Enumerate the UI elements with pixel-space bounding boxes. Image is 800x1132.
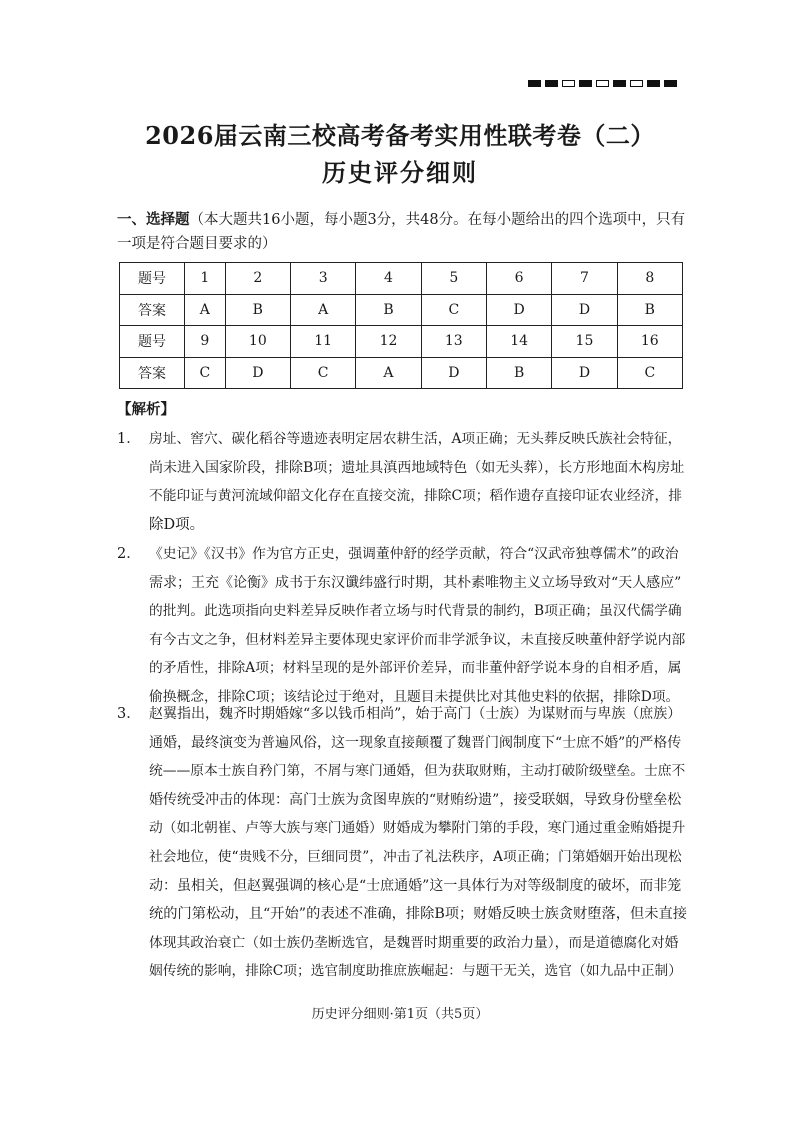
page-footer: 历史评分细则·第1页（共5页） (311, 1007, 489, 1022)
answer-cell: 10 (225, 326, 290, 358)
header-mark (630, 80, 643, 87)
answer-cell: 15 (552, 326, 617, 358)
answer-cell: 8 (617, 263, 682, 295)
item-text-line: 统的门第松动，且“开始”的表述不准确，排除B项；财婚反映士族贪财堕落，但未直接 (149, 906, 688, 923)
answer-table-row (120, 326, 683, 358)
answer-cell: 2 (225, 263, 290, 295)
row-label: 答案 (120, 294, 185, 326)
item-text-line: 房址、窖穴、碳化稻谷等遗迹表明定居农耕生活，A项正确；无头葬反映氏族社会特征， (149, 431, 682, 447)
item-text-line: 偷换概念，排除C项；该结论过于绝对，且题目未提供比对其他史料的依据，排除D项。 (149, 688, 680, 705)
answer-cell: 14 (486, 326, 551, 358)
answer-cell: 1 (185, 263, 226, 295)
answer-cell: D (486, 294, 551, 326)
item-text-line: 婚传统受冲击的体现：高门士族为贪图卑族的“财贿纷遗”，接受联姻，导致身份壁垒松 (149, 791, 682, 808)
answer-cell: A (185, 294, 226, 326)
answer-cell: C (290, 357, 355, 389)
answer-cell: A (290, 294, 355, 326)
item-text-line: 需求；王充《论衡》成书于东汉谶纬盛行时期，其朴素唯物主义立场导致对“天人感应” (149, 574, 682, 591)
item-text-line: 通婚，最终演变为普遍风俗，这一现象直接颠覆了魏晋门阀制度下“士庶不婚”的严格传 (149, 734, 682, 751)
header-marks (528, 80, 677, 87)
item-text-line: 除D项。 (149, 516, 205, 533)
item-text-line: 的批判。此选项指向史料差异反映作者立场与时代背景的制约，B项正确；虽汉代儒学确 (149, 603, 682, 620)
answer-cell: B (617, 294, 682, 326)
answer-cell: B (486, 357, 551, 389)
row-label: 答案 (120, 357, 185, 389)
item-text-line: 不能印证与黄河流域仰韶文化存在直接交流，排除C项；稻作遗存直接印证农业经济，排 (149, 488, 683, 505)
row-label: 题号 (120, 263, 185, 295)
item-text-line: 体现其政治衰亡（如士族仍垄断选官，是魏晋时期重要的政治力量），而是道德腐化对婚 (149, 934, 679, 951)
header-mark (528, 80, 541, 87)
answer-cell: 12 (356, 326, 421, 358)
answer-table-row (120, 294, 683, 326)
answer-cell: D (552, 357, 617, 389)
item-text-line: 动：虽相关，但赵翼强调的核心是“士庶通婚”这一具体行为对等级制度的破坏，而非笼 (149, 877, 682, 894)
answer-cell: 13 (421, 326, 486, 358)
answer-table-row (120, 357, 683, 389)
answer-cell: 7 (552, 263, 617, 295)
answer-cell: 5 (421, 263, 486, 295)
answer-cell: 16 (617, 326, 682, 358)
header-mark (545, 80, 558, 87)
header-mark (562, 80, 575, 87)
header-mark (664, 80, 677, 87)
analysis-item-3 (117, 700, 687, 986)
analysis-heading: 【解析】 (117, 401, 175, 418)
exam-title: 2026届云南三校高考备考实用性联考卷（二） (145, 121, 655, 150)
answer-cell: C (617, 357, 682, 389)
answer-cell: B (225, 294, 290, 326)
answer-cell: A (356, 357, 421, 389)
item-text-line: 的矛盾性，排除A项；材料呈现的是外部评价差异，而非董仲舒学说本身的自相矛盾，属 (149, 660, 682, 677)
analysis-item-2 (117, 540, 687, 712)
section-1-label: 一、选择题 (117, 211, 190, 228)
section-1-heading (117, 208, 689, 256)
section-1-desc-line1: （本大题共16小题，每小题3分，共48分。在每小题给出的四个选项中，只有 (189, 212, 686, 228)
answer-cell: D (225, 357, 290, 389)
row-label: 题号 (120, 326, 185, 358)
header-mark (579, 80, 592, 87)
answer-cell: 4 (356, 263, 421, 295)
section-1-desc-line2: 一项是符合题目要求的） (117, 236, 277, 252)
answer-cell: 3 (290, 263, 355, 295)
answer-cell: D (552, 294, 617, 326)
item-number: 1． (117, 431, 141, 447)
header-mark (647, 80, 660, 87)
item-text-line: 赵翼指出，魏齐时期婚嫁“多以钱币相尚”，始于高门（士族）为谋财而与卑族（庶族） (149, 706, 682, 722)
item-text-line: 有今古文之争，但材料差异主要体现史家评价而非学派争议，未直接反映董仲舒学说内部 (149, 631, 686, 648)
answer-table (119, 262, 683, 389)
header-mark (596, 80, 609, 87)
item-text-line: 社会地位，使“贵贱不分，巨细同贯”，冲击了礼法秩序，A项正确；门第婚姻开始出现松 (149, 848, 682, 865)
item-text-line: 尚未进入国家阶段，排除B项；遗址具滇西地域特色（如无头葬），长方形地面木构房址 (149, 459, 685, 476)
answer-cell: B (356, 294, 421, 326)
item-text-line: 姻传统的影响，排除C项；选官制度助推庶族崛起：与题干无关，选官（如九品中正制） (149, 963, 683, 980)
item-text-line: 统——原本士族自矜门第，不屑与寒门通婚，但为获取财贿，主动打破阶级壁垒。士庶不 (149, 763, 686, 780)
header-mark (613, 80, 626, 87)
answer-cell: 11 (290, 326, 355, 358)
answer-table-row (120, 263, 683, 295)
analysis-item-1 (117, 425, 687, 539)
answer-cell: 6 (486, 263, 551, 295)
answer-cell: 9 (185, 326, 226, 358)
answer-cell: C (421, 294, 486, 326)
item-number: 3． (117, 706, 141, 722)
item-number: 2． (117, 546, 141, 562)
answer-cell: D (421, 357, 486, 389)
exam-subtitle: 历史评分细则 (322, 158, 478, 187)
item-text-line: 《史记》《汉书》作为官方正史，强调董仲舒的经学贡献，符合“汉武帝独尊儒术”的政治 (149, 546, 679, 562)
item-text-line: 动（如北朝崔、卢等大族与寒门通婚）财婚成为攀附门第的手段，寒门通过重金贿婚提升 (149, 820, 686, 837)
answer-cell: C (185, 357, 226, 389)
